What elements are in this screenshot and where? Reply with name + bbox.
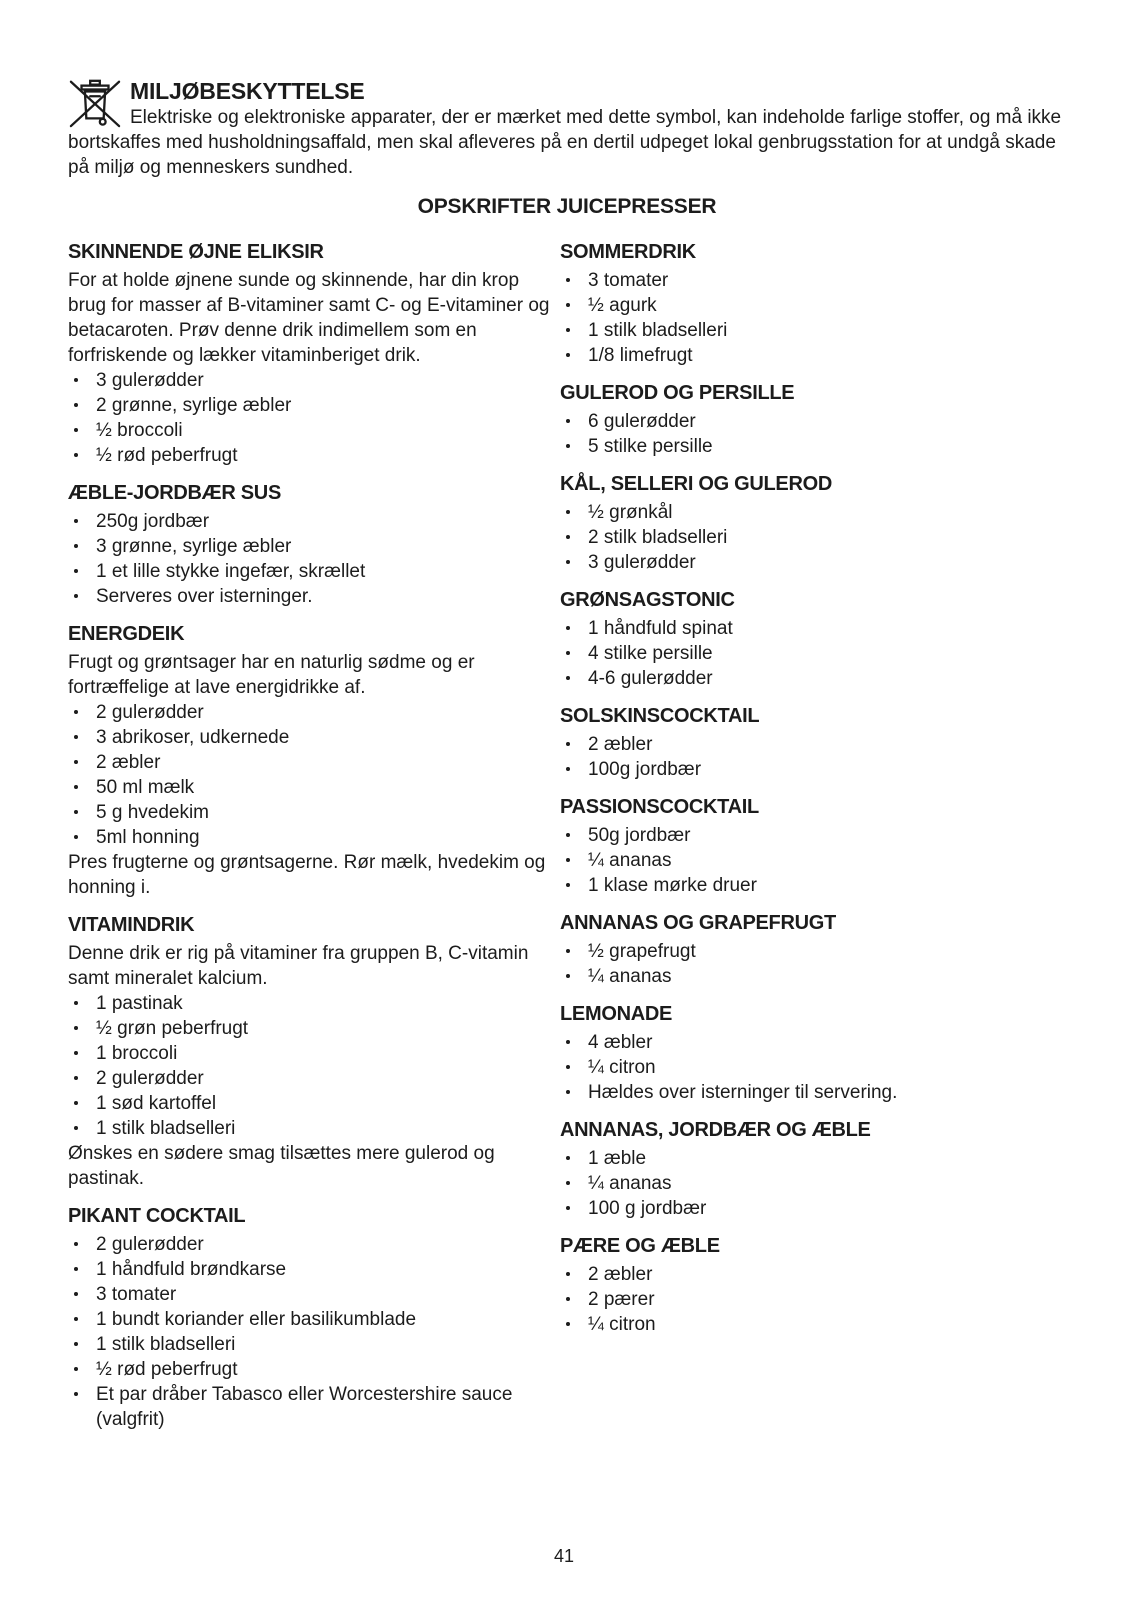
ingredient-item (68, 509, 550, 534)
ingredient-text: 2 gulerødder (96, 1068, 204, 1089)
ingredient-list (560, 409, 1066, 459)
ingredient-text: ¼ ananas (588, 966, 672, 987)
bullet-dot-icon (68, 393, 96, 418)
ingredient-item (560, 732, 1066, 757)
ingredient-text: 4 æbler (588, 1032, 653, 1053)
bullet-dot-icon (68, 991, 96, 1016)
bullet-dot-icon (560, 1196, 588, 1221)
ingredient-item (560, 293, 1066, 318)
ingredient-text: 2 gulerødder (96, 1234, 204, 1255)
ingredient-item (68, 1066, 550, 1091)
ingredient-text: 4 stilke persille (588, 643, 713, 664)
ingredient-text: 2 stilk bladselleri (588, 527, 728, 548)
ingredient-text: 1 håndfuld spinat (588, 618, 733, 639)
bullet-dot-icon (560, 616, 588, 641)
ingredient-list (560, 1146, 1066, 1221)
ingredient-item (68, 1382, 550, 1432)
ingredient-text: 100 g jordbær (588, 1198, 707, 1219)
ingredient-item (68, 1116, 550, 1141)
recipe-section (560, 1002, 1066, 1105)
ingredient-list (68, 368, 550, 468)
ingredient-item (560, 666, 1066, 691)
bullet-dot-icon (68, 584, 96, 609)
bullet-dot-icon (560, 757, 588, 782)
bullet-dot-icon (68, 368, 96, 393)
ingredient-item (560, 848, 1066, 873)
bullet-dot-icon (68, 825, 96, 850)
recipe-section (68, 240, 550, 468)
recipe-intro: Denne drik er rig på vitaminer fra gruppen B, C-vitamin samt mineralet kalcium. (68, 943, 529, 989)
ingredient-item (68, 1307, 550, 1332)
ingredient-item (560, 409, 1066, 434)
ingredient-text: 2 pærer (588, 1289, 655, 1310)
ingredient-text: Et par dråber Tabasco eller Worcestershire sauce (valgfrit) (96, 1384, 513, 1430)
bullet-dot-icon (560, 873, 588, 898)
ingredient-item (560, 823, 1066, 848)
ingredient-text: 1 håndfuld brøndkarse (96, 1259, 287, 1280)
page-number: 41 (553, 1546, 575, 1566)
ingredient-item (560, 1146, 1066, 1171)
bullet-dot-icon (560, 293, 588, 318)
ingredient-text: ¼ citron (588, 1314, 656, 1335)
recipe-outro: Ønskes en sødere smag tilsættes mere gulerod og pastinak. (68, 1143, 495, 1189)
bullet-dot-icon (560, 823, 588, 848)
ingredient-text: 3 grønne, syrlige æbler (96, 536, 292, 557)
ingredient-text: 1 stilk bladselleri (96, 1334, 236, 1355)
ingredient-text: ½ agurk (588, 295, 657, 316)
ingredient-list (560, 268, 1066, 368)
bullet-dot-icon (68, 443, 96, 468)
recipe-title: PÆRE OG ÆBLE (560, 1235, 720, 1257)
ingredient-item (68, 1016, 550, 1041)
bullet-dot-icon (68, 1307, 96, 1332)
bullet-dot-icon (68, 750, 96, 775)
ingredient-text: 1 pastinak (96, 993, 183, 1014)
ingredient-item (560, 550, 1066, 575)
ingredient-text: 100g jordbær (588, 759, 702, 780)
ingredient-text: 5 stilke persille (588, 436, 713, 457)
bullet-dot-icon (560, 641, 588, 666)
bullet-dot-icon (68, 1116, 96, 1141)
ingredient-text: Hældes over isterninger til servering. (588, 1082, 898, 1103)
bullet-dot-icon (68, 418, 96, 443)
ingredient-text: 1 broccoli (96, 1043, 178, 1064)
recipe-title: KÅL, SELLERI OG GULEROD (560, 473, 832, 495)
bullet-dot-icon (560, 1171, 588, 1196)
ingredient-text: ¼ ananas (588, 850, 672, 871)
recipe-title: SOMMERDRIK (560, 241, 696, 263)
ingredient-text: 250g jordbær (96, 511, 210, 532)
bullet-dot-icon (560, 732, 588, 757)
ingredient-list (560, 732, 1066, 782)
ingredient-list (560, 616, 1066, 691)
bullet-dot-icon (560, 1262, 588, 1287)
ingredient-text: 50g jordbær (588, 825, 691, 846)
recipe-section (560, 1118, 1066, 1221)
bullet-dot-icon (560, 1055, 588, 1080)
bullet-dot-icon (68, 800, 96, 825)
recipe-title: ANNANAS OG GRAPEFRUGT (560, 912, 836, 934)
ingredient-text: 1 sød kartoffel (96, 1093, 217, 1114)
ingredient-item (68, 1332, 550, 1357)
ingredient-text: 1 stilk bladselleri (96, 1118, 236, 1139)
recipe-section (560, 704, 1066, 782)
ingredient-item (560, 343, 1066, 368)
ingredient-item (68, 1091, 550, 1116)
recipe-section (560, 381, 1066, 459)
bullet-dot-icon (560, 1146, 588, 1171)
ingredient-item (560, 1030, 1066, 1055)
ingredient-item (68, 750, 550, 775)
bullet-dot-icon (68, 1257, 96, 1282)
ingredient-item (560, 434, 1066, 459)
bullet-dot-icon (68, 1357, 96, 1382)
recipe-title: GRØNSAGSTONIC (560, 589, 735, 611)
bullet-dot-icon (68, 1066, 96, 1091)
ingredient-item (68, 725, 550, 750)
ingredient-text: 2 æbler (588, 734, 653, 755)
ingredient-item (68, 418, 550, 443)
left-column (68, 227, 550, 1432)
ingredient-text: 1 et lille stykke ingefær, skrællet (96, 561, 366, 582)
recipe-title: SKINNENDE ØJNE ELIKSIR (68, 241, 324, 263)
ingredient-text: ½ grapefrugt (588, 941, 696, 962)
ingredient-text: ½ grønkål (588, 502, 673, 523)
ingredient-text: 1 klase mørke druer (588, 875, 757, 896)
bullet-dot-icon (68, 1382, 96, 1432)
recipe-section (68, 481, 550, 609)
ingredient-text: 2 æbler (588, 1264, 653, 1285)
recipe-outro: Pres frugterne og grøntsagerne. Rør mælk, hvedekim og honning i. (68, 852, 546, 898)
ingredient-item (68, 991, 550, 1016)
ingredient-item (68, 1257, 550, 1282)
ingredient-item (560, 964, 1066, 989)
bullet-dot-icon (68, 509, 96, 534)
recipe-title: LEMONADE (560, 1003, 673, 1025)
recipe-title: GULEROD OG PERSILLE (560, 382, 795, 404)
page-footer (0, 1546, 1128, 1567)
recipe-section (560, 911, 1066, 989)
bullet-dot-icon (68, 775, 96, 800)
ingredient-text: 6 gulerødder (588, 411, 696, 432)
ingredient-item (560, 616, 1066, 641)
ingredient-item (560, 873, 1066, 898)
bullet-dot-icon (560, 343, 588, 368)
ingredient-list (68, 1232, 550, 1432)
ingredient-text: ¼ citron (588, 1057, 656, 1078)
recipe-section (560, 472, 1066, 575)
ingredient-text: 3 tomater (96, 1284, 177, 1305)
bullet-dot-icon (68, 1282, 96, 1307)
ingredient-item (68, 368, 550, 393)
bullet-dot-icon (68, 1041, 96, 1066)
recipe-section (68, 1204, 550, 1432)
ingredient-item (68, 1282, 550, 1307)
ingredient-text: 1/8 limefrugt (588, 345, 693, 366)
recipe-title: PIKANT COCKTAIL (68, 1205, 246, 1227)
ingredient-text: 2 gulerødder (96, 702, 204, 723)
ingredient-item (68, 825, 550, 850)
recipe-title: ÆBLE-JORDBÆR SUS (68, 482, 281, 504)
ingredient-item (68, 800, 550, 825)
weee-crossed-out-bin-icon (68, 76, 122, 128)
recipe-section (560, 1234, 1066, 1337)
page-title: OPSKRIFTER JUICEPRESSER (417, 195, 717, 218)
ingredient-text: 1 bundt koriander eller basilikumblade (96, 1309, 417, 1330)
ingredient-text: 50 ml mælk (96, 777, 195, 798)
recipe-section (560, 795, 1066, 898)
ingredient-item (560, 939, 1066, 964)
ingredient-text: 2 grønne, syrlige æbler (96, 395, 292, 416)
ingredient-list (560, 500, 1066, 575)
ingredient-item (560, 268, 1066, 293)
ingredient-text: 2 æbler (96, 752, 161, 773)
ingredient-text: ½ rød peberfrugt (96, 445, 238, 466)
ingredient-item (560, 1196, 1066, 1221)
ingredient-text: ¼ ananas (588, 1173, 672, 1194)
ingredient-item (68, 1232, 550, 1257)
ingredient-text: 5 g hvedekim (96, 802, 210, 823)
right-column (560, 227, 1066, 1432)
bullet-dot-icon (560, 1287, 588, 1312)
bullet-dot-icon (560, 1080, 588, 1105)
bullet-dot-icon (68, 559, 96, 584)
recipe-columns (68, 227, 1066, 1432)
bullet-dot-icon (560, 550, 588, 575)
bullet-dot-icon (560, 409, 588, 434)
ingredient-item (68, 1357, 550, 1382)
environment-notice (68, 78, 1066, 180)
ingredient-list (68, 991, 550, 1141)
ingredient-item (68, 534, 550, 559)
ingredient-item (560, 1262, 1066, 1287)
ingredient-item (68, 393, 550, 418)
ingredient-item (68, 443, 550, 468)
ingredient-text: 3 abrikoser, udkernede (96, 727, 290, 748)
bullet-dot-icon (560, 1312, 588, 1337)
ingredient-text: 4-6 gulerødder (588, 668, 713, 689)
ingredient-item (560, 1080, 1066, 1105)
bullet-dot-icon (68, 1332, 96, 1357)
ingredient-text: 3 gulerødder (588, 552, 696, 573)
bullet-dot-icon (68, 725, 96, 750)
bullet-dot-icon (560, 848, 588, 873)
recipe-title: SOLSKINSCOCKTAIL (560, 705, 760, 727)
recipe-section (560, 588, 1066, 691)
ingredient-item (560, 500, 1066, 525)
bullet-dot-icon (68, 1016, 96, 1041)
ingredient-text: 5ml honning (96, 827, 200, 848)
ingredient-item (560, 641, 1066, 666)
ingredient-list (560, 1262, 1066, 1337)
ingredient-item (560, 1171, 1066, 1196)
recipe-section (68, 622, 550, 900)
bullet-dot-icon (560, 964, 588, 989)
bullet-dot-icon (68, 1091, 96, 1116)
bullet-dot-icon (560, 666, 588, 691)
ingredient-item (560, 1287, 1066, 1312)
notice-body: Elektriske og elektroniske apparater, der er mærket med dette symbol, kan indeholde farlige stoffer, og må ikke bortskaffes med husholdningsaffald, men skal afleveres på en dertil udpeget lokal genbrugsstation for at undgå skade på miljø og menneskers sundhed. (68, 107, 1062, 178)
bullet-dot-icon (68, 1232, 96, 1257)
bullet-dot-icon (560, 1030, 588, 1055)
recipe-intro: Frugt og grøntsager har en naturlig sødme og er fortræffelige at lave energidrikke af. (68, 652, 475, 698)
notice-title: MILJØBESKYTTELSE (130, 78, 365, 104)
recipe-title: PASSIONSCOCKTAIL (560, 796, 759, 818)
ingredient-text: 1 æble (588, 1148, 647, 1169)
ingredient-list (560, 823, 1066, 898)
ingredient-text: 3 gulerødder (96, 370, 204, 391)
ingredient-item (68, 1041, 550, 1066)
ingredient-item (560, 1312, 1066, 1337)
bullet-dot-icon (560, 500, 588, 525)
recipe-intro: For at holde øjnene sunde og skinnende, har din krop brug for masser af B-vitaminer samt C- og E-vitaminer og betacaroten. Prøv denne drik indimellem som en forfriskende og lækker vitaminberiget drik. (68, 270, 550, 366)
ingredient-item (68, 775, 550, 800)
ingredient-item (560, 1055, 1066, 1080)
ingredient-text: ½ rød peberfrugt (96, 1359, 238, 1380)
ingredient-item (68, 559, 550, 584)
bullet-dot-icon (560, 434, 588, 459)
recipe-title: ANNANAS, JORDBÆR OG ÆBLE (560, 1119, 871, 1141)
recipe-title: ENERGDEIK (68, 623, 185, 645)
ingredient-item (560, 318, 1066, 343)
ingredient-text: ½ grøn peberfrugt (96, 1018, 249, 1039)
ingredient-list (68, 700, 550, 850)
ingredient-text: 3 tomater (588, 270, 669, 291)
bullet-dot-icon (560, 525, 588, 550)
ingredient-item (68, 700, 550, 725)
ingredient-list (560, 939, 1066, 989)
ingredient-text: 1 stilk bladselleri (588, 320, 728, 341)
ingredient-item (560, 525, 1066, 550)
ingredient-item (560, 757, 1066, 782)
bullet-dot-icon (68, 534, 96, 559)
ingredient-list (560, 1030, 1066, 1105)
ingredient-list (68, 509, 550, 609)
recipe-section (560, 240, 1066, 368)
recipe-section (68, 913, 550, 1191)
bullet-dot-icon (560, 939, 588, 964)
ingredient-item (68, 584, 550, 609)
bullet-dot-icon (560, 268, 588, 293)
bullet-dot-icon (68, 700, 96, 725)
ingredient-text: ½ broccoli (96, 420, 183, 441)
bullet-dot-icon (560, 318, 588, 343)
recipe-title: VITAMINDRIK (68, 914, 195, 936)
ingredient-text: Serveres over isterninger. (96, 586, 313, 607)
